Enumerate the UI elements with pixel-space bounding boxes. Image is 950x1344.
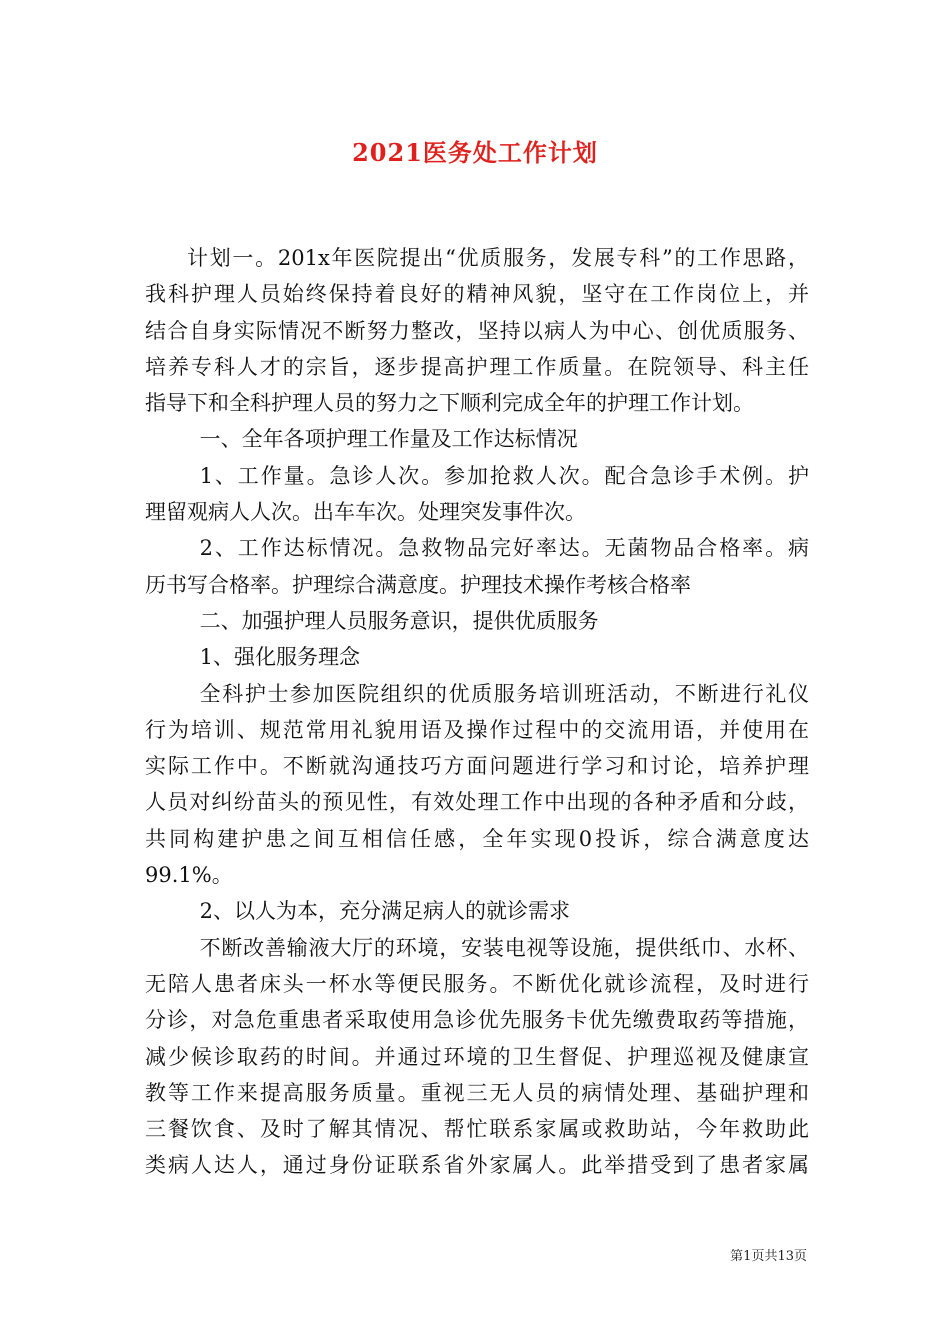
document-body [145,240,809,1184]
text-line: 指导下和全科护理人员的努力之下顺利完成全年的护理工作计划。 [145,391,754,416]
text-line: 99.1%。 [145,863,233,888]
text-line: 我科护理人员始终保持着良好的精神风貌，坚守在工作岗位上，并 [145,282,809,307]
text-line: 2、工作达标情况。急救物品完好率达。无菌物品合格率。病 [199,536,809,561]
text-line: 1、工作量。急诊人次。参加抢救人次。配合急诊手术例。护 [199,463,809,488]
text-line: 2、以人为本，充分满足病人的就诊需求 [199,899,570,924]
text-line: 类病人达人，通过身份证联系省外家属人。此举措受到了患者家属 [145,1153,809,1178]
text-line: 培养专科人才的宗旨，逐步提高护理工作质量。在院领导、科主任 [145,354,809,379]
text-line: 不断改善输液大厅的环境，安装电视等设施，提供纸巾、水杯、 [199,935,809,960]
text-line: 理留观病人人次。出车车次。处理突发事件次。 [145,500,586,525]
text-line: 无陪人患者床头一杯水等便民服务。不断优化就诊流程，及时进行 [145,971,809,996]
text-line: 历书写合格率。护理综合满意度。护理技术操作考核合格率 [145,572,691,597]
text-line: 计划一。201x年医院提出“优质服务，发展专科”的工作思路， [187,246,809,270]
page-footer: 第1页共13页 [730,1249,807,1264]
text-line: 三餐饮食、及时了解其情况、帮忙联系家属或救助站，今年救助此 [145,1117,809,1142]
document-title: 2021医务处工作计划 [352,138,598,167]
text-line: 二、加强护理人员服务意识，提供优质服务 [199,608,599,633]
text-line: 实际工作中。不断就沟通技巧方面问题进行学习和讨论，培养护理 [145,754,809,779]
text-line: 减少候诊取药的时间。并通过环境的卫生督促、护理巡视及健康宣 [145,1044,809,1069]
text-line: 行为培训、规范常用礼貌用语及操作过程中的交流用语，并使用在 [145,717,809,742]
text-line: 人员对纠纷苗头的预见性，有效处理工作中出现的各种矛盾和分歧， [145,790,809,815]
text-line: 一、全年各项护理工作量及工作达标情况 [199,427,578,452]
text-line: 结合自身实际情况不断努力整改，坚持以病人为中心、创优质服务、 [145,318,809,343]
text-line: 全科护士参加医院组织的优质服务培训班活动，不断进行礼仪 [199,681,809,706]
text-line: 共同构建护患之间互相信任感，全年实现0投诉，综合满意度达 [145,826,809,851]
text-line: 1、强化服务理念 [199,645,360,670]
text-line: 教等工作来提高服务质量。重视三无人员的病情处理、基础护理和 [145,1080,809,1105]
text-line: 分诊，对急危重患者采取使用急诊优先服务卡优先缴费取药等措施， [145,1008,809,1033]
